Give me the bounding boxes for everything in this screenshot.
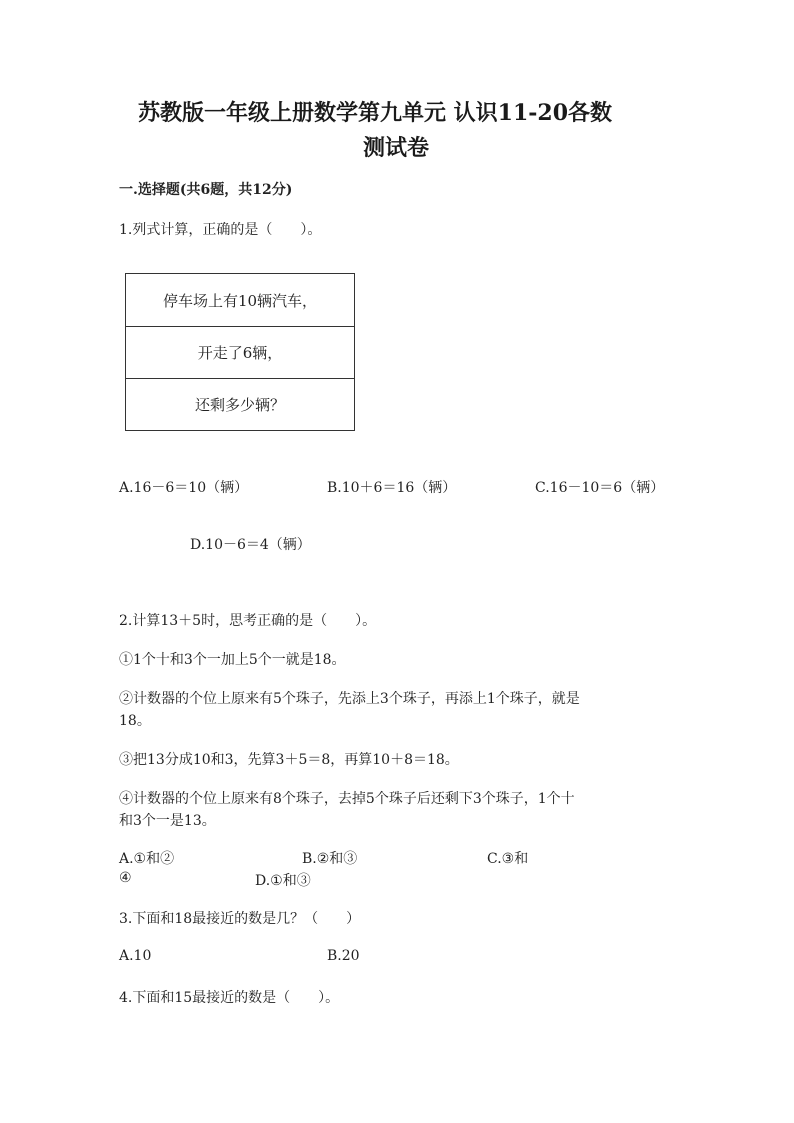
question-2-option-b: B.②和③ [302, 851, 358, 867]
question-4-stem: 4.下面和15最接近的数是（ ）。 [119, 990, 340, 1006]
question-1-option-d: D.10－6＝4（辆） [190, 537, 311, 553]
page-title-line2: 测试卷 [363, 135, 430, 161]
question-1-option-a: A.16－6＝10（辆） [119, 480, 249, 496]
table-row: 停车场上有10辆汽车， [162, 291, 318, 310]
question-2-statement-3: ③把13分成10和3，先算3＋5＝8，再算10＋8＝18。 [119, 752, 459, 768]
question-2-statement-2-line2: 18。 [119, 713, 151, 729]
page-title-line1: 苏教版一年级上册数学第九单元 认识11-20各数 [138, 100, 613, 126]
question-2-option-c: C.③和 [487, 851, 529, 867]
question-1-stem: 1.列式计算，正确的是（ ）。 [119, 222, 322, 238]
question-2-option-d: D.①和③ [255, 873, 311, 889]
question-2-statement-2-line1: ②计数器的个位上原来有5个珠子，先添上3个珠子，再添上1个珠子，就是 [119, 691, 580, 707]
table-row: 开走了6辆， [126, 326, 354, 378]
question-2-statement-4-line2: 和3个一是13。 [119, 813, 216, 829]
question-3-option-a: A.10 [119, 948, 152, 964]
question-3-option-b: B.20 [327, 948, 360, 964]
question-2-option-c-cont: ④ [119, 870, 132, 886]
question-2-statement-1: ①1个十和3个一加上5个一就是18。 [119, 652, 346, 668]
question-1-table [125, 273, 355, 431]
question-1-option-c: C.16－10＝6（辆） [535, 480, 665, 496]
question-2-option-a: A.①和② [119, 851, 175, 867]
question-2-stem: 2.计算13＋5时，思考正确的是（ ）。 [119, 613, 377, 629]
section-heading: 一.选择题(共6题，共12分) [119, 182, 293, 198]
question-2-statement-4-line1: ④计数器的个位上原来有8个珠子，去掉5个珠子后还剩下3个珠子，1个十 [119, 791, 575, 807]
question-1-option-b: B.10＋6＝16（辆） [327, 480, 457, 496]
table-row: 还剩多少辆？ [126, 378, 354, 430]
question-3-stem: 3.下面和18最接近的数是几？（ ） [119, 911, 361, 927]
